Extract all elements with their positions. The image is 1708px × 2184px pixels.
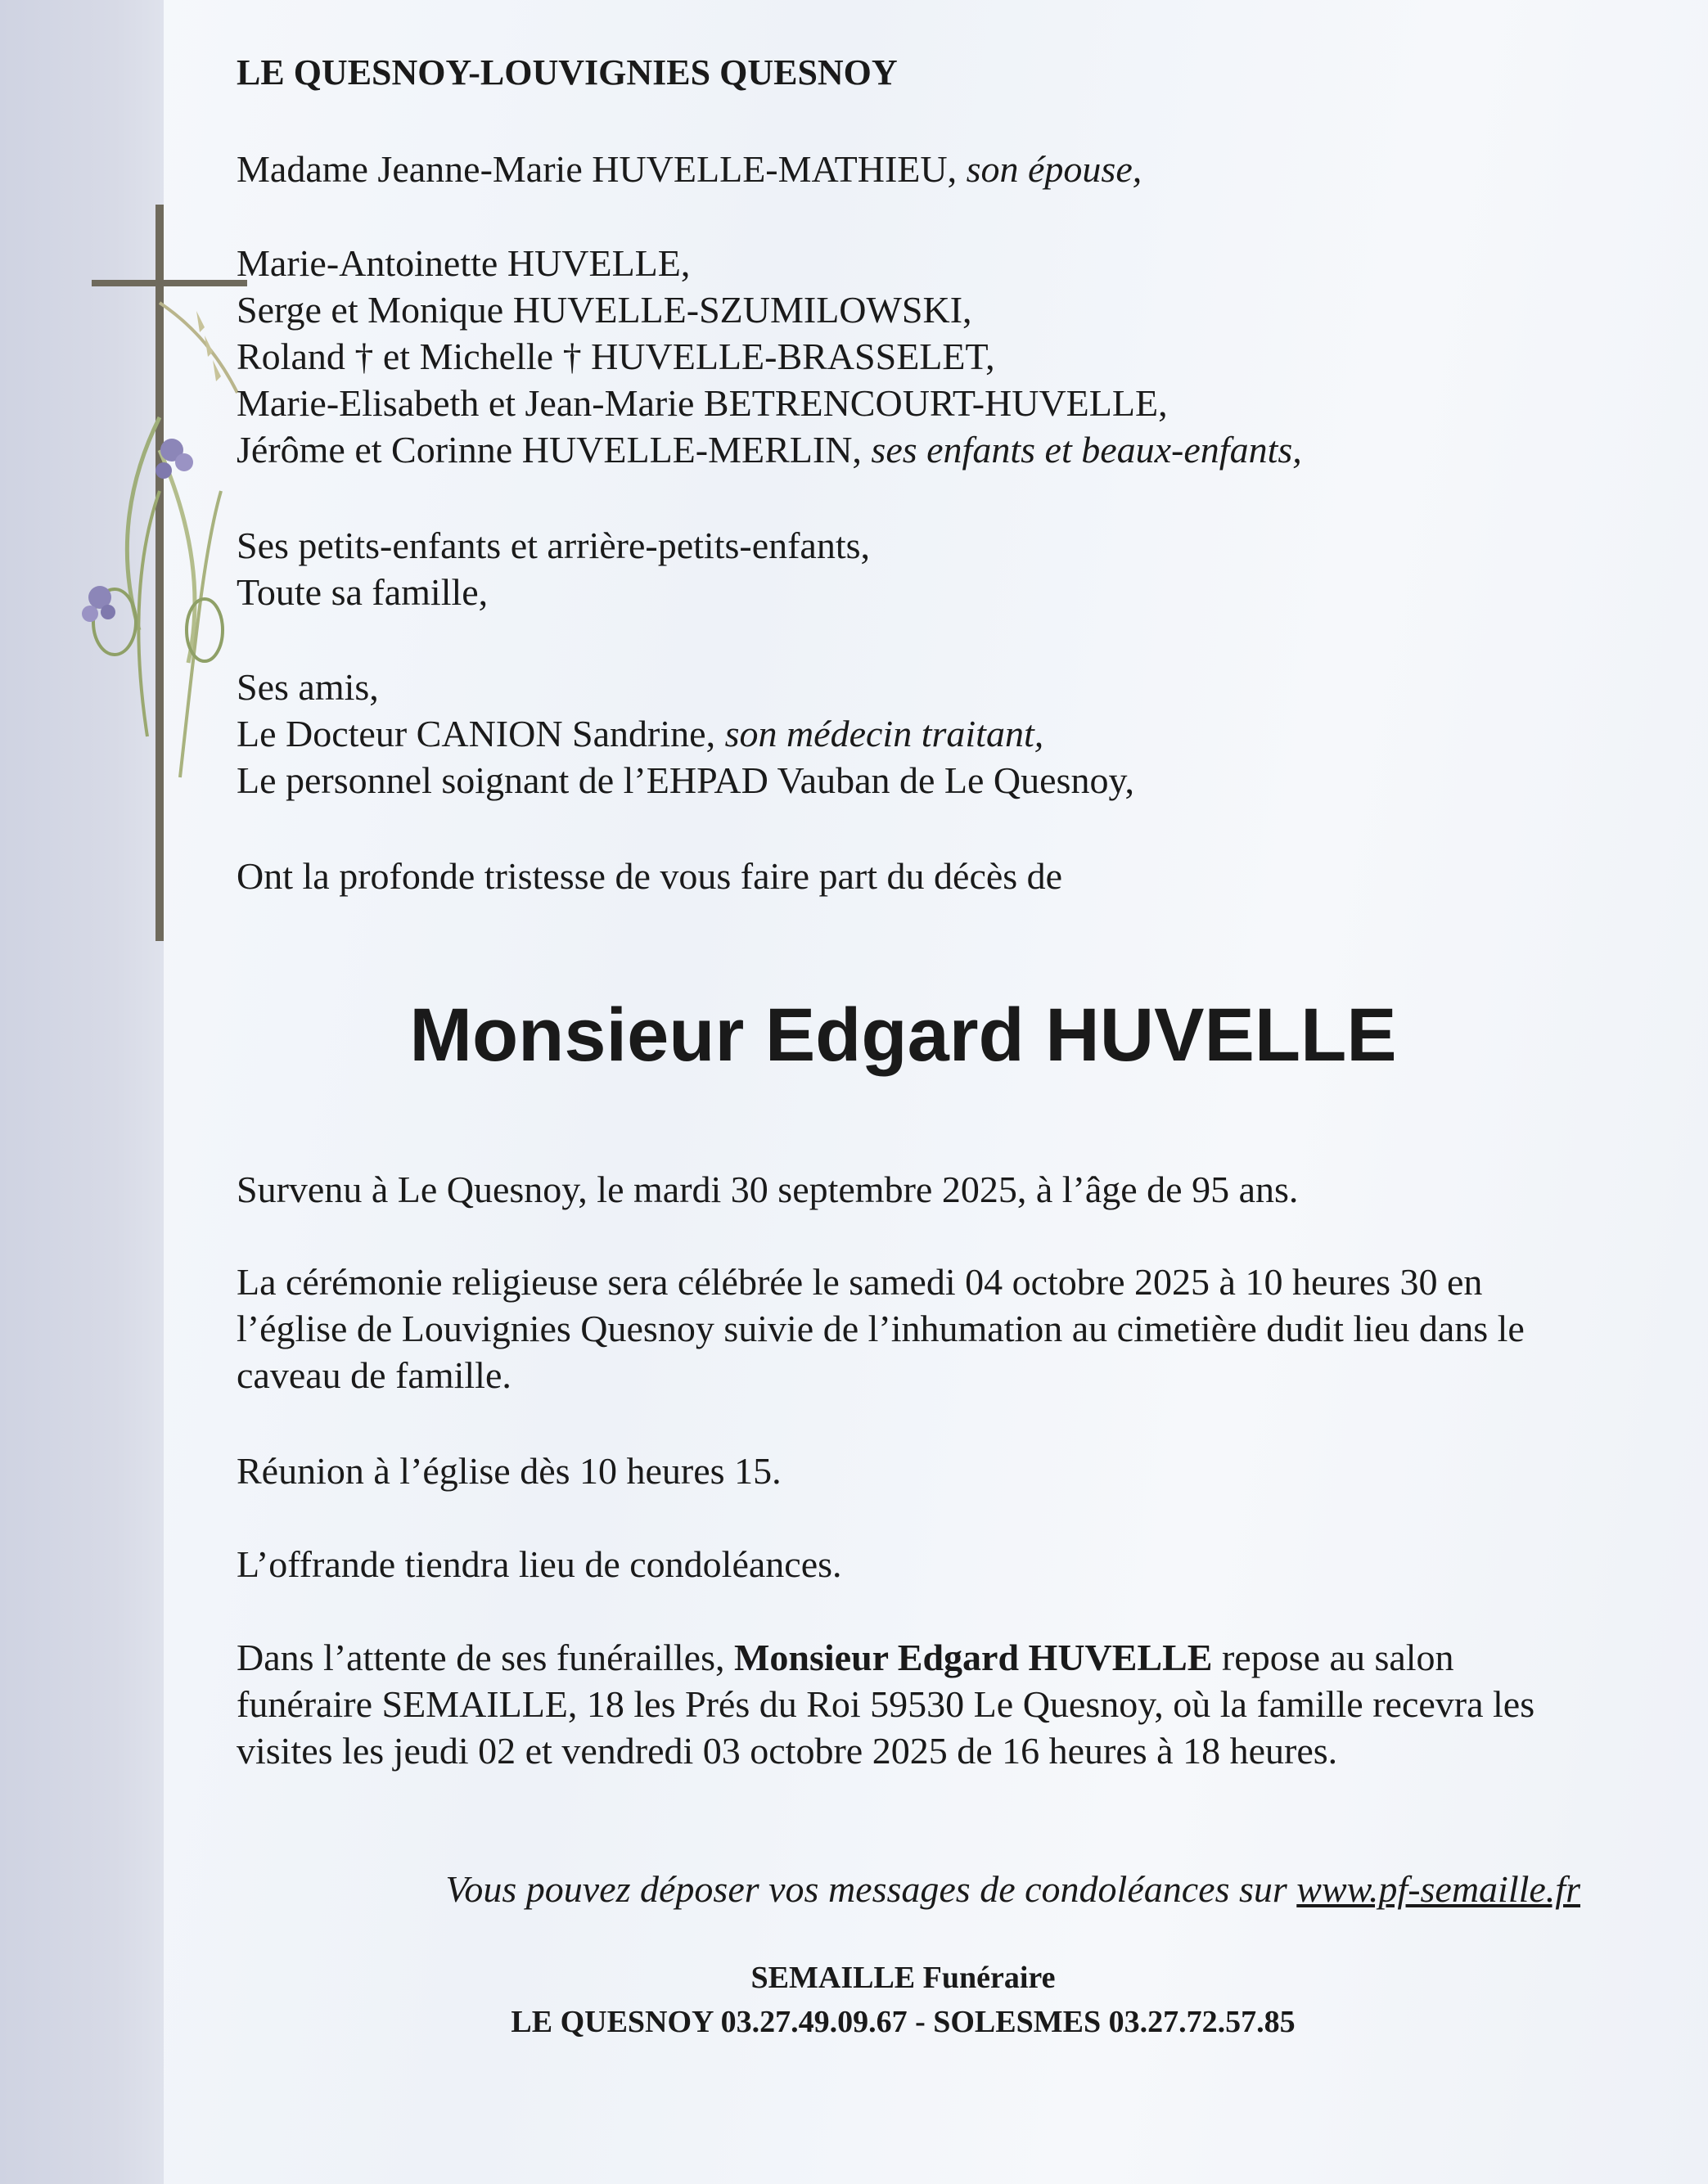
company-name: SEMAILLE Funéraire	[750, 1961, 1056, 1995]
location-heading: LE QUESNOY-LOUVIGNIES QUESNOY	[237, 52, 898, 92]
child-last-name: Jérôme et Corinne HUVELLE-MERLIN,	[237, 429, 862, 471]
child-line: Roland † et Michelle † HUVELLE-BRASSELET,	[237, 335, 995, 377]
footer	[0, 1956, 1708, 2044]
ceremony-line: l’église de Louvignies Quesnoy suivie de l’inhumation au cimetière dudit lieu dans le	[237, 1308, 1525, 1349]
ceremony-line: caveau de famille.	[237, 1354, 511, 1396]
condolences-line	[445, 1867, 1580, 1911]
rest-line-1	[237, 1634, 1534, 1681]
spouse-name: Madame Jeanne-Marie HUVELLE-MATHIEU,	[237, 148, 958, 190]
meeting-line: Réunion à l’église dès 10 heures 15.	[237, 1450, 782, 1492]
condolences-text: Vous pouvez déposer vos messages de condoléances sur	[445, 1868, 1287, 1910]
child-line: Serge et Monique HUVELLE-SZUMILOWSKI,	[237, 289, 972, 331]
child-line: Marie-Antoinette HUVELLE,	[237, 242, 691, 284]
company-phones: LE QUESNOY 03.27.49.09.67 - SOLESMES 03.27.72.57.85	[511, 2005, 1296, 2039]
rest-block	[237, 1634, 1534, 1774]
children-role: ses enfants et beaux-enfants,	[871, 429, 1302, 471]
rest-line1-end: repose au salon	[1221, 1637, 1454, 1678]
staff-line: Le personnel soignant de l’EHPAD Vauban de Le Quesnoy,	[237, 759, 1134, 801]
spouse-role: son épouse,	[966, 148, 1142, 190]
doctor-line	[237, 710, 1134, 757]
child-line-last	[237, 426, 1302, 473]
rest-intro: Dans l’attente de ses funérailles,	[237, 1637, 725, 1678]
doctor-name: Le Docteur CANION Sandrine,	[237, 713, 716, 754]
announcement-line: Ont la profonde tristesse de vous faire part du décès de	[237, 855, 1063, 897]
family-line: Toute sa famille,	[237, 571, 489, 613]
spouse-line	[237, 146, 1142, 192]
death-line: Survenu à Le Quesnoy, le mardi 30 septembre 2025, à l’âge de 95 ans.	[237, 1169, 1299, 1210]
doctor-role: son médecin traitant,	[724, 713, 1044, 754]
deceased-name: Monsieur Edgard HUVELLE	[409, 993, 1397, 1077]
friends-block	[237, 664, 1134, 804]
children-list	[237, 240, 1302, 473]
ceremony-block	[237, 1259, 1525, 1398]
offering-line: L’offrande tiendra lieu de condoléances.	[237, 1543, 842, 1585]
grandchildren-line: Ses petits-enfants et arrière-petits-enfants,	[237, 525, 871, 566]
friends-line: Ses amis,	[237, 666, 379, 708]
rest-line-2: funéraire SEMAILLE, 18 les Prés du Roi 59530 Le Quesnoy, où la famille recevra les	[237, 1683, 1535, 1725]
condolences-link[interactable]: www.pf-semaille.fr	[1296, 1868, 1580, 1910]
rest-line-3: visites les jeudi 02 et vendredi 03 octobre 2025 de 16 heures à 18 heures.	[237, 1730, 1338, 1772]
ceremony-line: La cérémonie religieuse sera célébrée le samedi 04 octobre 2025 à 10 heures 30 en	[237, 1261, 1483, 1303]
grandchildren-block	[237, 522, 870, 615]
rest-name: Monsieur Edgard HUVELLE	[734, 1637, 1213, 1678]
child-line: Marie-Elisabeth et Jean-Marie BETRENCOURT-HUVELLE,	[237, 382, 1168, 424]
